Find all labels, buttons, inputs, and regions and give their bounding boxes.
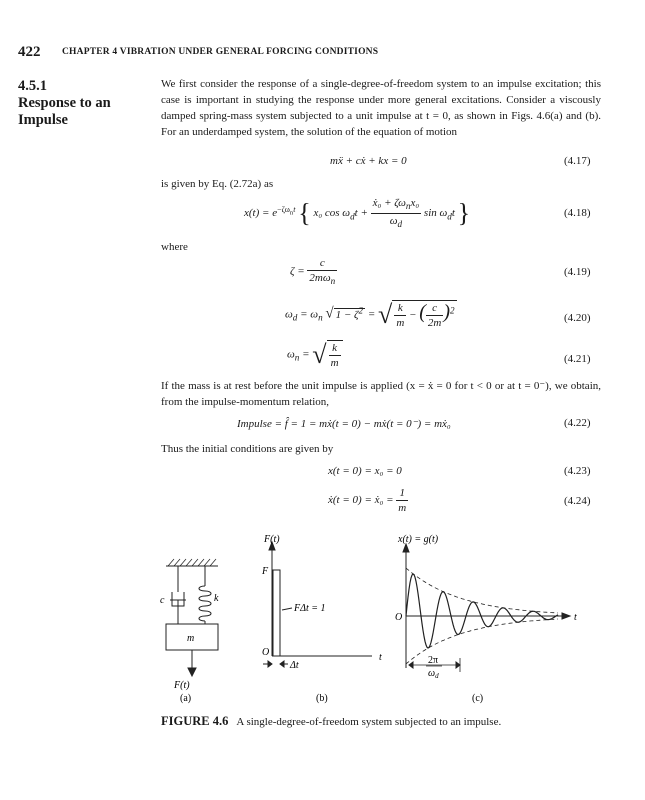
subfigure-label-a: (a) — [180, 693, 192, 704]
equation-4-20: $\omega_d = \omega_n$ √ $1 - \zeta^2$ = √ $\frac{k}{m}$ − ( $\frac{c}{2m}$ )$^2$ — [285, 300, 455, 329]
equation-number-4-18: (4.18) — [564, 207, 591, 219]
b-origin-label: O — [262, 647, 270, 658]
b-axis-label: F(t) — [264, 534, 280, 545]
equation-number-4-24: (4.24) — [564, 495, 591, 507]
paragraph-given-by: is given by Eq. (2.72a) as — [161, 178, 274, 190]
equation-number-4-23: (4.23) — [564, 465, 591, 477]
c-t-label: t — [574, 612, 577, 623]
ground-hatch — [168, 559, 216, 566]
equation-number-4-21: (4.21) — [564, 353, 591, 365]
figure-caption — [161, 714, 501, 729]
subfigure-label-c: (c) — [472, 693, 484, 704]
equation-4-24: ẋ(t = 0) = ẋ₀ = $\frac{1}{m}$ — [328, 487, 407, 514]
spring-label-k: k — [214, 593, 219, 604]
impulse-pulse — [273, 570, 280, 656]
equation-4-19: ζ = $\frac{c}{2m\omega_n}$ — [290, 257, 336, 287]
damper-label-c: c — [160, 595, 165, 606]
b-impulse-label: FΔt = 1 — [294, 603, 326, 614]
damper — [170, 566, 186, 624]
c-envelope-upper — [406, 568, 558, 613]
section-title: Response to an Impulse — [18, 95, 111, 128]
c-two-pi-label: 2π — [428, 655, 439, 666]
subfigure-label-b: (b) — [316, 693, 328, 704]
equation-4-23: x(t = 0) = x₀ = 0 — [328, 465, 402, 477]
equation-4-17: mẍ + cẋ + kx = 0 — [330, 155, 407, 167]
impulse-leader — [282, 608, 292, 610]
equation-4-22: Impulse = f̂ = 1 = mẋ(t = 0) − mẋ(t = 0⁻) = mẋ₀ — [237, 418, 451, 430]
running-header: CHAPTER 4 VIBRATION UNDER GENERAL FORCING CONDITIONS — [62, 47, 379, 57]
figure-a-system — [166, 559, 218, 676]
b-F-label: F — [262, 566, 269, 577]
c-omega-d-label: $\omega_d$ — [428, 668, 439, 680]
caption-label: FIGURE 4.6 — [161, 714, 229, 728]
paragraph-at-rest: If the mass is at rest before the unit impulse is applied (x = ẋ = 0 for t < 0 or at t = 0⁻), we obtain, from the impulse-momentum relation, — [161, 380, 601, 408]
c-origin-label: O — [395, 612, 403, 623]
equation-number-4-17: (4.17) — [564, 155, 591, 167]
c-response-curve — [406, 574, 558, 648]
paragraph-initial-conditions: Thus the initial conditions are given by — [161, 443, 334, 455]
equation-number-4-20: (4.20) — [564, 312, 591, 324]
force-arrowhead — [188, 668, 196, 676]
equation-number-4-22: (4.22) — [564, 417, 591, 429]
paragraph-where: where — [161, 241, 188, 253]
b-dt-label: Δt — [290, 660, 299, 671]
caption-text: A single-degree-of-freedom system subjected to an impulse. — [236, 716, 502, 728]
equation-number-4-19: (4.19) — [564, 266, 591, 278]
mass-label-m: m — [187, 633, 195, 644]
equation-4-21: $\omega_n$ = √ $\frac{k}{m}$ — [287, 340, 343, 370]
spring — [199, 566, 211, 624]
page-number: 422 — [18, 44, 41, 60]
paragraph-intro: We first consider the response of a single-degree-of-freedom system to an impulse excitation; this case is important in studying the response under more general excitations. Consider a viscously damped spring-mass system subjected to a unit impulse at t = 0, as shown in Figs. 4.6(a) and (b). For an underdamped system, the solution of the equation of motion — [161, 78, 601, 138]
figure-c-response — [403, 544, 570, 672]
b-t-label: t — [379, 652, 382, 663]
force-label: F(t) — [174, 680, 190, 691]
c-axis-label: x(t) = g(t) — [398, 534, 439, 545]
equation-4-18: $x(t) = e^{-\zeta\omega_nt}$ { x₀ $\cos \omega_dt$ + $\frac{ẋ_0 + \zeta\omega_nx_0}{\omega_d}$ $\sin \omega_dt$ } — [244, 197, 471, 230]
section-number: 4.5.1 — [18, 78, 47, 94]
